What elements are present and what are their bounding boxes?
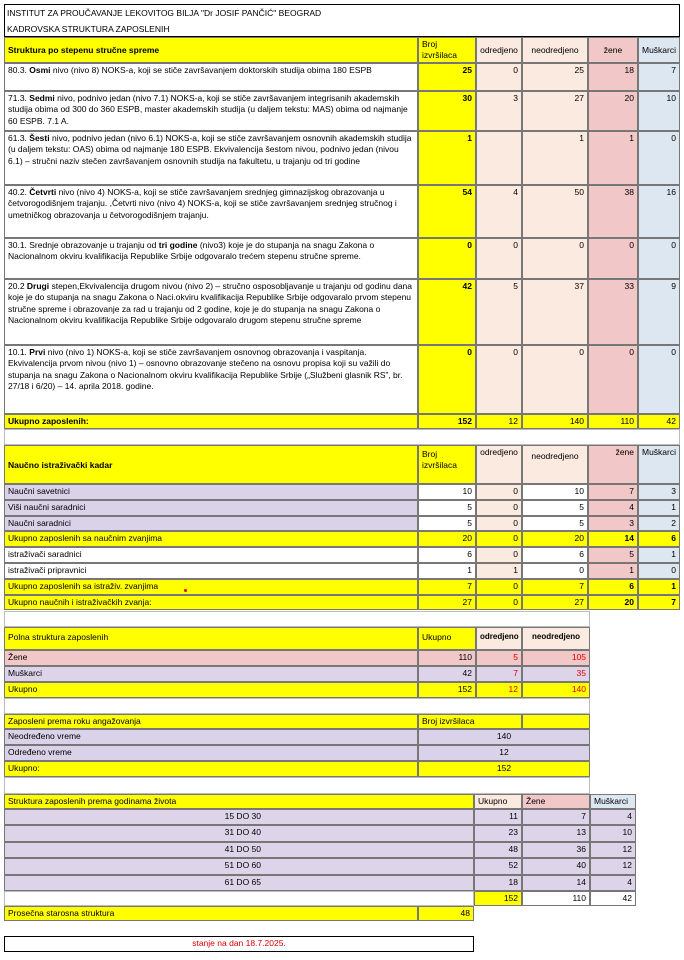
men-cell: 9 [638, 279, 680, 345]
level-code: 20.2 [8, 281, 27, 291]
neodredjeno-cell: 20 [522, 531, 588, 547]
odredjeno-cell: 0 [476, 531, 522, 547]
men-cell: 10 [638, 91, 680, 131]
level-code: 61.3. [8, 133, 30, 143]
men-cell: 16 [638, 185, 680, 238]
section4-title: Zaposleni prema roku angažovanja [4, 714, 418, 729]
count-cell: 30 [418, 91, 476, 131]
count-cell: 7 [418, 579, 476, 595]
level-name: Četvrti [29, 187, 57, 197]
section3-col-total: Ukupno [418, 627, 476, 650]
odredjeno-cell: 7 [476, 666, 522, 682]
section1-col-men: Muškarci [638, 37, 680, 63]
avg-age-value: 48 [418, 906, 474, 921]
odredjeno-cell: 0 [476, 595, 522, 611]
date-note: stanje na dan 18.7.2025. [4, 936, 474, 952]
research-title-label: Viši naučni saradnici [4, 500, 418, 516]
men-cell: 7 [638, 595, 680, 611]
section2-col-count: Broj izvršilaca [418, 445, 476, 484]
neodredjeno-cell: 1 [522, 131, 588, 185]
men-cell: 12 [590, 842, 636, 858]
women-cell: 1 [588, 563, 638, 579]
engagement-value: 152 [418, 761, 590, 777]
count-cell: 5 [418, 516, 476, 532]
women-cell: 0 [588, 238, 638, 279]
total-cell: 152 [418, 682, 476, 698]
institute-title: INSTITUT ZA PROUČAVANJE LEKOVITOG BILJA "Dr JOSIF PANČIĆ" BEOGRAD [7, 8, 322, 18]
women-cell: 0 [588, 345, 638, 414]
odredjeno-cell: 0 [476, 345, 522, 414]
research-title-label: Ukupno zaposlenih sa naučnim zvanjima [4, 531, 418, 547]
level-text: stepen,Ekvivalencija drugom nivou (nivo 2) – stručno osposobljavanje u trajanju od godinu dana koje je do stupanja na snagu Zakona o Naci.okviru kvalifikacija Republike Srbije odgovaralo prvom stepenu stručne sprеme i obrazovanje za rad u trajanju od 2 godine, koje je do stupanja na snagu Zakona o Nacionalnom okviru kvalifikacija Republike Srbije odgovaralo drugom stepenu stručne sprеme [8, 281, 413, 326]
education-level-description [4, 185, 418, 238]
men-cell: 0 [638, 131, 680, 185]
red-dot-marker [184, 589, 187, 592]
women-cell: 4 [588, 500, 638, 516]
total-cell: 18 [474, 875, 522, 891]
men-cell: 12 [590, 858, 636, 874]
men-cell: 4 [590, 875, 636, 891]
neodredjeno-cell: 27 [522, 91, 588, 131]
section4-col-count: Broj izvršilaca [418, 714, 522, 729]
age-range-label: 31 DO 40 [4, 825, 474, 841]
odredjeno-cell: 5 [476, 650, 522, 666]
level-name: tri godine [158, 240, 198, 250]
section2-col-def: neodredjeno [522, 445, 588, 484]
women-cell: 14 [522, 875, 590, 891]
education-level-description [4, 279, 418, 345]
count-cell: 5 [418, 500, 476, 516]
total-cell: 52 [474, 858, 522, 874]
section1-total-odr: 12 [476, 414, 522, 429]
section5-title: Struktura zaposlenih prema godinama života [4, 794, 474, 809]
neodredjeno-cell: 10 [522, 484, 588, 500]
odredjeno-cell: 0 [476, 238, 522, 279]
count-cell: 6 [418, 547, 476, 563]
odredjeno-cell: 5 [476, 279, 522, 345]
section5-col-women: Žene [522, 794, 590, 809]
women-cell: 5 [588, 547, 638, 563]
research-title-label: Ukupno naučnih i istraživačkih zvanja: [4, 595, 418, 611]
women-cell: 3 [588, 516, 638, 532]
research-title-label: istraživači saradnici [4, 547, 418, 563]
men-cell: 6 [638, 531, 680, 547]
section1-total-neodr: 140 [522, 414, 588, 429]
odredjeno-cell: 0 [476, 516, 522, 532]
neodredjeno-cell: 0 [522, 563, 588, 579]
odredjeno-cell: 3 [476, 91, 522, 131]
odredjeno-cell: 0 [476, 500, 522, 516]
section3-title: Polna struktura zaposlenih [4, 627, 418, 650]
men-cell: 1 [638, 547, 680, 563]
section5-totals-blank [4, 891, 474, 906]
level-code: 30.1. Srednje obrazovanje u trajanju od [8, 240, 159, 250]
women-cell: 7 [588, 484, 638, 500]
men-cell: 0 [638, 345, 680, 414]
count-cell: 10 [418, 484, 476, 500]
women-cell: 7 [522, 809, 590, 825]
neodredjeno-cell: 105 [522, 650, 590, 666]
odredjeno-cell: 12 [476, 682, 522, 698]
women-cell: 20 [588, 595, 638, 611]
count-cell: 42 [418, 279, 476, 345]
women-cell: 13 [522, 825, 590, 841]
men-cell: 1 [638, 579, 680, 595]
men-cell: 1 [638, 500, 680, 516]
neodredjeno-cell: 25 [522, 63, 588, 91]
men-cell: 0 [638, 563, 680, 579]
women-cell: 38 [588, 185, 638, 238]
total-cell: 42 [418, 666, 476, 682]
level-name: Prvi [29, 347, 46, 357]
section5-totals-zene: 110 [522, 891, 590, 906]
section3-col-def: neodredjeno [522, 627, 590, 650]
level-name: Sedmi [29, 93, 55, 103]
section4-spacer [4, 698, 590, 714]
section1-title: Struktura po stepenu stručne spreme [4, 37, 418, 63]
neodredjeno-cell: 6 [522, 547, 588, 563]
total-cell: 110 [418, 650, 476, 666]
neodredjeno-cell: 140 [522, 682, 590, 698]
level-code: 10.1. [8, 347, 30, 357]
section3-spacer [4, 611, 590, 627]
section1-total-muski: 42 [638, 414, 680, 429]
count-cell: 20 [418, 531, 476, 547]
odredjeno-cell: 0 [476, 547, 522, 563]
men-cell: 0 [638, 238, 680, 279]
women-cell: 14 [588, 531, 638, 547]
section1-col-indef: odredjeno [476, 37, 522, 63]
section1-col-women: žene [588, 37, 638, 63]
count-cell: 0 [418, 238, 476, 279]
gender-label: Žene [4, 650, 418, 666]
gender-label: Muškarci [4, 666, 418, 682]
odredjeno-cell: 0 [476, 579, 522, 595]
section2-col-indef: odredjeno [476, 445, 522, 484]
odredjeno-cell [476, 131, 522, 185]
women-cell: 18 [588, 63, 638, 91]
section2-title: Naučno istraživački kadar [4, 445, 418, 484]
count-cell: 27 [418, 595, 476, 611]
level-text: nivo, podnivo jedan (nivo 6.1) NOKS-a, koji se stiče završavanjem osnovnih akademskih studija (u daljem tekstu: OAS) obima od najmanje 180 ESPB. Ekvivalencija šestom nivou, podnivo jedan (nivou 6.1) – stručni naziv stečen završavanjem osnovnih studija na fakultetu, u trajanju od tri godine [8, 133, 412, 166]
research-title-label: Naučni saradnici [4, 516, 418, 532]
odredjeno-cell: 0 [476, 484, 522, 500]
document-subtitle: KADROVSKA STRUKTURA ZAPOSLENIH [7, 24, 170, 34]
education-level-description [4, 91, 418, 131]
neodredjeno-cell: 5 [522, 500, 588, 516]
level-code: 80.3. [8, 65, 30, 75]
women-cell: 1 [588, 131, 638, 185]
count-cell: 54 [418, 185, 476, 238]
engagement-label: Ukupno: [4, 761, 418, 777]
engagement-value: 140 [418, 729, 590, 745]
women-cell: 33 [588, 279, 638, 345]
age-range-label: 15 DO 30 [4, 809, 474, 825]
odredjeno-cell: 4 [476, 185, 522, 238]
level-code: 71.3. [8, 93, 30, 103]
level-text: (nivo3) koje je do stupanja na snagu Zakona o Nacionalnom okviru kvalifikacija Republike Srbije odgovaralo trećem stepenu stručne sprеme. [8, 240, 375, 262]
level-text: nivo (nivo 8) NOKS-a, koji se stiče završavanjem doktorskih studija obima 180 ESPB [50, 65, 372, 75]
education-level-description [4, 131, 418, 185]
section5-col-total: Ukupno [474, 794, 522, 809]
neodredjeno-cell: 0 [522, 345, 588, 414]
men-cell: 7 [638, 63, 680, 91]
level-text: nivo (nivo 4) NOKS-a, koji se stiče završavanjem srednjeg gimnazijskog obrazovanja u četvorogodišnjem trajanju. ,Četvrti nivo (nivo 4) NOKS-a, koji se stiče završavanjem srednjeg stručnog i umetničkog obrazovanja u četvorogodišnjem trajanju. [8, 187, 397, 220]
count-cell: 1 [418, 131, 476, 185]
level-name: Osmi [29, 65, 51, 75]
odredjeno-cell: 0 [476, 63, 522, 91]
count-cell: 0 [418, 345, 476, 414]
education-level-description [4, 345, 418, 414]
neodredjeno-cell: 50 [522, 185, 588, 238]
section1-total-label: Ukupno zaposlenih: [4, 414, 418, 429]
section5-totals-total: 152 [474, 891, 522, 906]
age-range-label: 61 DO 65 [4, 875, 474, 891]
men-cell: 3 [638, 484, 680, 500]
section5-spacer [4, 777, 590, 794]
women-cell: 6 [588, 579, 638, 595]
education-level-description [4, 63, 418, 91]
engagement-label: Neodređeno vreme [4, 729, 418, 745]
count-cell: 25 [418, 63, 476, 91]
neodredjeno-cell: 0 [522, 238, 588, 279]
age-range-label: 51 DO 60 [4, 858, 474, 874]
neodredjeno-cell: 7 [522, 579, 588, 595]
total-cell: 23 [474, 825, 522, 841]
age-range-label: 41 DO 50 [4, 842, 474, 858]
section2-col-women: žene [588, 445, 638, 484]
engagement-value: 12 [418, 745, 590, 761]
section1-col-count: Broj izvršilaca [418, 37, 476, 63]
neodredjeno-cell: 35 [522, 666, 590, 682]
men-cell: 10 [590, 825, 636, 841]
total-cell: 11 [474, 809, 522, 825]
men-cell: 2 [638, 516, 680, 532]
women-cell: 36 [522, 842, 590, 858]
section3-col-indef: odredjeno [476, 627, 522, 650]
engagement-label: Određeno vreme [4, 745, 418, 761]
section5-col-men: Muškarci [590, 794, 636, 809]
section4-col-blank [522, 714, 590, 729]
section2-spacer [4, 429, 680, 445]
gender-label: Ukupno [4, 682, 418, 698]
level-name: Drugi [26, 281, 50, 291]
section1-total-count: 152 [418, 414, 476, 429]
count-cell: 1 [418, 563, 476, 579]
level-code: 40.2. [8, 187, 30, 197]
research-title-label: Naučni savetnici [4, 484, 418, 500]
research-title-label: Ukupno zaposlenih sa istraživ. zvanjima [4, 579, 418, 595]
level-name: Šesti [29, 133, 50, 143]
neodredjeno-cell: 27 [522, 595, 588, 611]
women-cell: 20 [588, 91, 638, 131]
level-text: nivo, podnivo jedan (nivo 7.1) NOKS-a, koji se stiče završavanjem integrisanih akademskih studija obima od 300 do 360 ESPB, master akademskih studija (u daljem tekstu: MAS) obima od najmanje 60 ESPB. 7.1 A. [8, 93, 408, 126]
odredjeno-cell: 1 [476, 563, 522, 579]
avg-age-label: Prosečna starosna struktura [4, 906, 418, 921]
total-cell: 48 [474, 842, 522, 858]
neodredjeno-cell: 37 [522, 279, 588, 345]
section5-totals-muski: 42 [590, 891, 636, 906]
section2-col-men: Muškarci [638, 445, 680, 484]
section1-total-zene: 110 [588, 414, 638, 429]
level-text: nivo (nivo 1) NOKS-a, koji se stiče završavanjem osnovnog obrazovanja i vaspitanja. Ekvivalencija prvom nivou (nivo 1) – osnovno obrazovanje stečeno na osnovu propisa koji su važili do stupanja na snagu Zakona o Nacionalnom okviru kvalifikacija Republike Srbije („Službeni glasnik RS”, br. 27/18 i 6/20) – 14. aprila 2018. godine. [8, 347, 403, 392]
women-cell: 40 [522, 858, 590, 874]
section1-col-def: neodredjeno [522, 37, 588, 63]
men-cell: 4 [590, 809, 636, 825]
neodredjeno-cell: 5 [522, 516, 588, 532]
education-level-description [4, 238, 418, 279]
research-title-label: istraživači pripravnici [4, 563, 418, 579]
